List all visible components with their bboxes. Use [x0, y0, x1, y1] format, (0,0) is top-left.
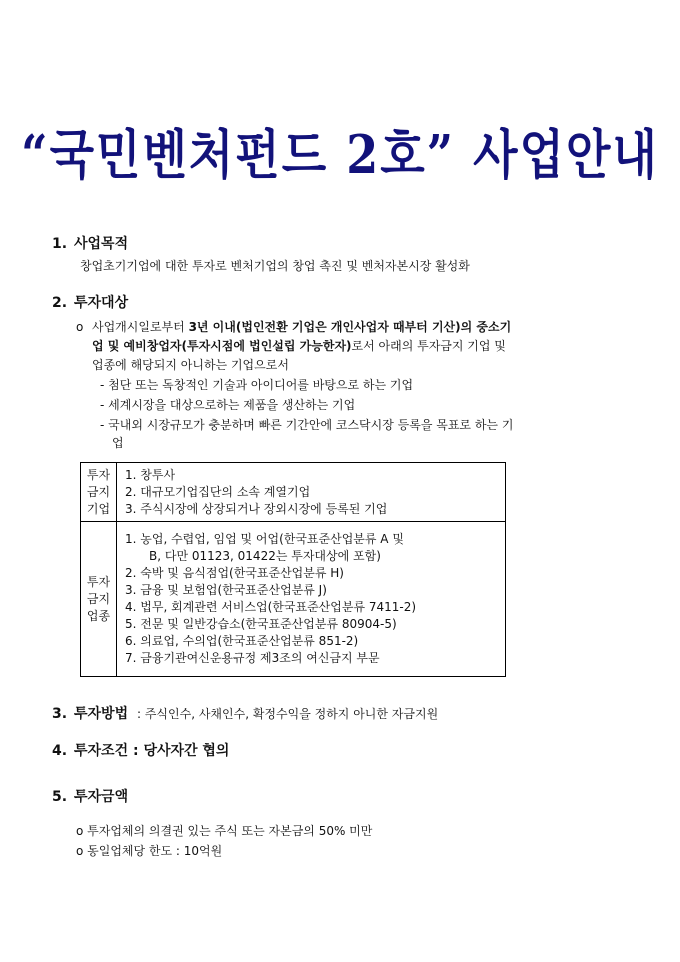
section-2-heading [52, 292, 128, 312]
prohibited-industries-list [117, 522, 506, 677]
target-line-2 [92, 337, 506, 355]
amount-bullet-2: o 동일업체당 한도 : 10억원 [76, 844, 223, 858]
list-item: 4. 법무, 회계관련 서비스업(한국표준산업분류 7411-2) [125, 600, 417, 614]
section-3-title: 투자방법 [74, 706, 129, 722]
section-5-number: 5. [52, 789, 68, 805]
section-5-title: 투자금액 [74, 789, 129, 805]
label-line: 기업 [86, 501, 111, 516]
list-item: 1. 창투사 [125, 467, 176, 482]
target-line-1-c: 의 중소기 [460, 320, 512, 334]
target-detail-3-cont: 업 [112, 436, 124, 450]
section-3-body: : 주식인수, 사채인수, 확정수익을 정하지 아니한 자금지원 [136, 707, 439, 721]
section-5-heading [52, 786, 128, 806]
prohibited-companies-row [81, 463, 506, 522]
label-line: 업종 [86, 608, 111, 623]
section-4-number: 4. [52, 743, 68, 759]
list-item: 2. 대규모기업집단의 소속 계열기업 [125, 484, 311, 499]
section-4-heading [52, 740, 229, 760]
target-detail-3: - 국내외 시장규모가 충분하며 빠른 기간안에 코스닥시장 등록을 목표로 하는 기 [100, 418, 514, 432]
list-item: 3. 금융 및 보험업(한국표준산업분류 J) [125, 583, 327, 597]
section-2-title: 투자대상 [74, 295, 129, 311]
prohibited-industries-label [81, 522, 117, 677]
list-item: 6. 의료업, 수의업(한국표준산업분류 851-2) [125, 634, 359, 648]
target-detail-1: - 첨단 또는 독창적인 기술과 아이디어를 바탕으로 하는 기업 [100, 378, 414, 392]
label-line: 금지 [86, 591, 111, 606]
list-item: 2. 숙박 및 음식점업(한국표준산업분류 H) [125, 566, 344, 580]
prohibited-industries-row [81, 522, 506, 677]
label-line: 금지 [86, 484, 111, 499]
section-3-heading [52, 703, 438, 723]
target-detail-2: - 세계시장을 대상으로하는 제품을 생산하는 기업 [100, 398, 356, 412]
page-title: “국민벤처펀드 2호” 사업안내 [21, 123, 659, 186]
target-line-1-b: 3년 이내(법인전환 기업은 개인사업자 때부터 기산) [188, 320, 461, 334]
target-line-1 [92, 318, 511, 336]
target-line-3: 업종에 해당되지 아니하는 기업으로서 [92, 358, 289, 372]
section-1-heading [52, 233, 128, 253]
prohibited-companies-list [117, 463, 506, 522]
label-line: 투자 [86, 467, 111, 482]
label-line: 투자 [86, 574, 111, 589]
list-item: 7. 금융기관여신운용규정 제3조의 여신금지 부문 [125, 651, 380, 665]
section-1-number: 1. [52, 236, 68, 252]
list-item: 1. 농업, 수렵업, 임업 및 어업(한국표준산업분류 A 및 [125, 532, 404, 546]
bullet-marker: o [76, 320, 84, 334]
prohibited-table [80, 462, 506, 677]
amount-bullet-1: o 투자업체의 의결권 있는 주식 또는 자본금의 50% 미만 [76, 824, 373, 838]
list-item: B, 다만 01123, 01422는 투자대상에 포함) [149, 549, 381, 563]
section-1-body: 창업초기기업에 대한 투자로 벤처기업의 창업 촉진 및 벤처자본시장 활성화 [80, 259, 470, 273]
section-1-title: 사업목적 [74, 236, 129, 252]
prohibited-companies-label [81, 463, 117, 522]
list-item: 5. 전문 및 일반강습소(한국표준산업분류 80904-5) [125, 617, 397, 631]
section-4-title: 투자조건 : 당사자간 협의 [74, 743, 230, 759]
target-line-2-a: 업 및 예비창업자(투자시점에 법인설립 가능한자) [92, 339, 352, 353]
target-line-2-b: 로서 아래의 투자금지 기업 및 [351, 339, 506, 353]
list-item: 3. 주식시장에 상장되거나 장외시장에 등록된 기업 [125, 501, 388, 516]
target-line-1-a: 사업개시일로부터 [92, 320, 189, 334]
section-2-number: 2. [52, 295, 68, 311]
section-3-number: 3. [52, 706, 68, 722]
